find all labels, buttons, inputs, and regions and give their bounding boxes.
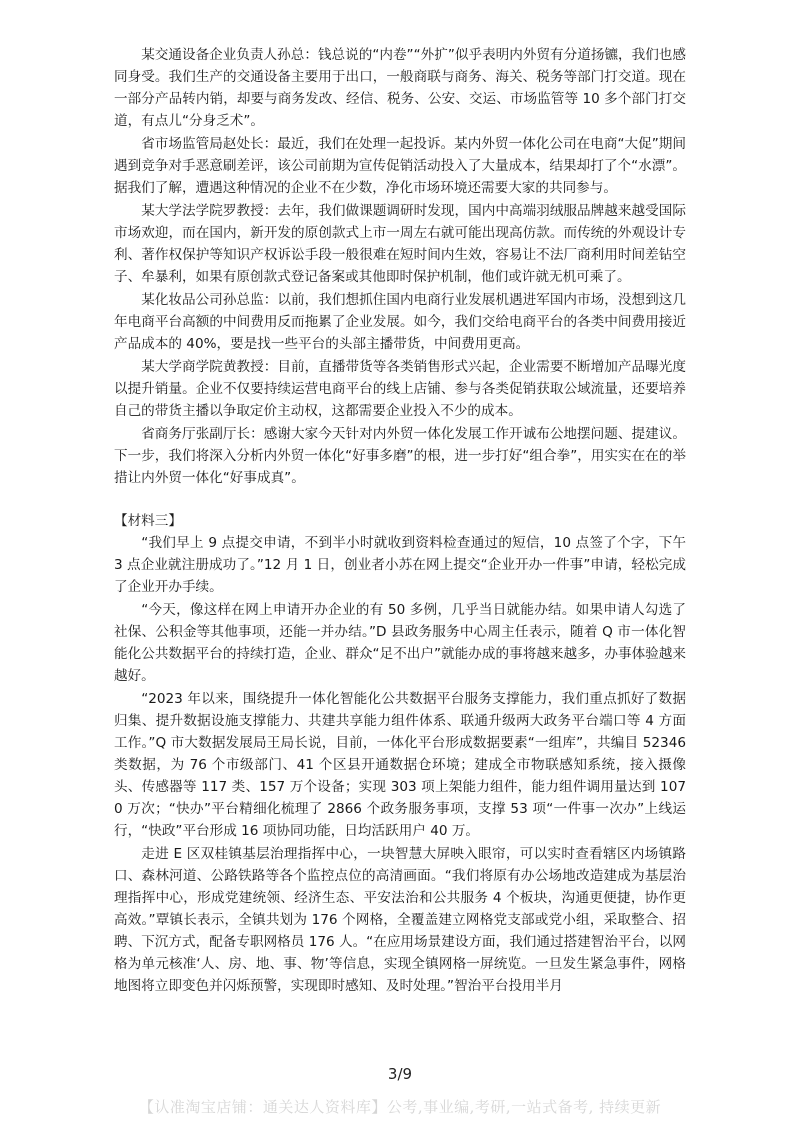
paragraph: 省商务厅张副厅长：感谢大家今天针对内外贸一体化发展工作开诚布公地摆问题、提建议。下一步，我们将深入分析内外贸一体化“好事多磨”的根，进一步打好“组合拳”，用实实在在的举措让内外贸一体化“好事成真”。 bbox=[114, 426, 686, 486]
page-number: 3/9 bbox=[387, 1065, 413, 1083]
document-body bbox=[114, 44, 686, 998]
watermark: 【认准淘宝店铺：通关达人资料库】公考,事业编,考研,一站式备考, 持续更新 bbox=[138, 1098, 662, 1116]
paragraph: 某大学法学院罗教授：去年，我们做课题调研时发现，国内中高端羽绒服品牌越来越受国际市场欢迎，而在国内，新开发的原创款式上市一周左右就可能出现高仿款。而传统的外观设计专利、著作权保护等知识产权诉讼手段一般很难在短时间内生效，容易让不法厂商利用时间差钻空子、牟暴利，如果有原创款式登记备案或其他即时保护机制，他们或许就无机可乘了。 bbox=[114, 203, 686, 285]
paragraph: “我们早上 9 点提交申请，不到半小时就收到资料检查通过的短信，10 点签了个字，下午 3 点企业就注册成功了。”12 月 1 日，创业者小苏在网上提交“企业开办一件事”申请，轻松完成了企业开办手续。 bbox=[114, 535, 686, 595]
paragraph: 某化妆品公司孙总监：以前，我们想抓住国内电商行业发展机遇进军国内市场，没想到这几年电商平台高额的中间费用反而拖累了企业发展。如今，我们交给电商平台的各类中间费用接近产品成本的 40%，要是找一些平台的头部主播带货，中间费用更高。 bbox=[114, 292, 686, 352]
paragraph: 某交通设备企业负责人孙总：钱总说的“内卷”“外扩”似乎表明内外贸有分道扬镳，我们也感同身受。我们生产的交通设备主要用于出口，一般商联与商务、海关、税务等部门打交道。现在一部分产品转内销，却要与商务发改、经信、税务、公安、交运、市场监管等 10 多个部门打交道，有点儿“分身乏术”。 bbox=[114, 47, 686, 129]
paragraph: 某大学商学院黄教授：目前，直播带货等各类销售形式兴起，企业需要不断增加产品曝光度以提升销量。企业不仅要持续运营电商平台的线上店铺、参与各类促销获取公域流量，还要培养自己的带货主播以争取定价主动权，这都需要企业投入不少的成本。 bbox=[114, 359, 686, 419]
paragraph: 走进 E 区双桂镇基层治理指挥中心，一块智慧大屏映入眼帘，可以实时查看辖区内场镇路口、森林河道、公路铁路等各个监控点位的高清画面。“我们将原有办公场地改造建成为基层治理指挥中心，形成党建统领、经济生态、平安法治和公共服务 4 个板块，沟通更便捷，协作更高效。”覃镇长表示，全镇共划为 176 个网格，全覆盖建立网格党支部或党小组，采取整合、招聘、下沉方式，配备专职网格员 176 人。“在应用场景建设方面，我们通过搭建智治平台，以网格为单元核准‘人、房、地、事、物’等信息，实现全镇网格一屏统览。一旦发生紧急事件，网格地图将立即变色并闪烁预警，实现即时感知、及时处理。”智治平台投用半月 bbox=[114, 846, 686, 994]
paragraph: “2023 年以来，围绕提升一体化智能化公共数据平台服务支撑能力，我们重点抓好了数据归集、提升数据设施支撑能力、共建共享能力组件体系、联通升级两大政务平台端口等 4 方面工作。”Q 市大数据发展局王局长说，目前，一体化平台形成数据要素“一组库”，共编目 52346 类数据，为 76 个市级部门、41 个区县开通数据仓环境；建成全市物联感知系统，接入摄像头、传感器等 117 类、157 万个设备；实现 303 项上架能力组件，能力组件调用量达到 1070 万次；“快办”平台精细化梳理了 2866 个政务服务事项，支撑 53 项“一件事一次办”上线运行，“快政”平台形成 16 项协同功能，日均活跃用户 40 万。 bbox=[114, 691, 686, 839]
section-heading: 【材料三】 bbox=[114, 513, 182, 529]
paragraph: 省市场监管局赵处长：最近，我们在处理一起投诉。某内外贸一体化公司在电商“大促”期间遇到竞争对手恶意刷差评，该公司前期为宣传促销活动投入了大量成本，结果却打了个“水漂”。据我们了解，遭遇这种情况的企业不在少数，净化市场环境还需要大家的共同参与。 bbox=[114, 136, 686, 196]
paragraph: “今天，像这样在网上申请开办企业的有 50 多例，几乎当日就能办结。如果申请人勾选了社保、公积金等其他事项，还能一并办结。”D 县政务服务中心周主任表示，随着 Q 市一体化智能化公共数据平台的持续打造，企业、群众“足不出户”就能办成的事将越来越多，办事体验越来越好。 bbox=[114, 602, 686, 684]
